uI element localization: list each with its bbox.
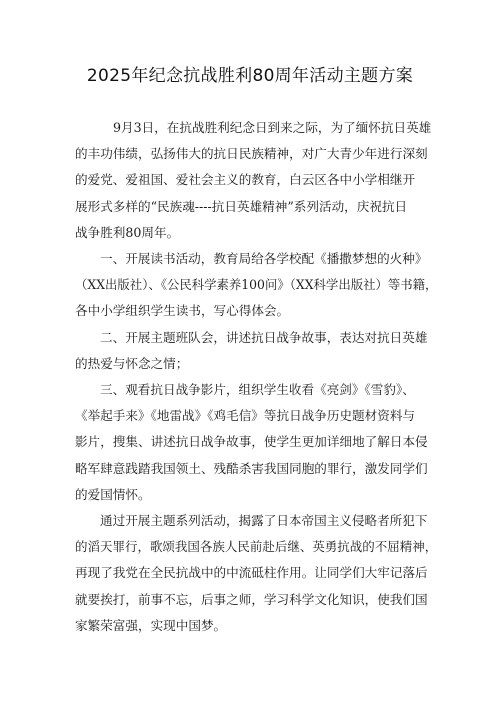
paragraph-film-viewing xyxy=(75,377,437,508)
paragraph-reading-activity xyxy=(75,246,437,325)
text-line: 通过开展主题系列活动，揭露了日本帝国主义侵略者所犯下 xyxy=(100,513,428,529)
text-line: 各中小学组织学生读书，写心得体会。 xyxy=(75,303,290,319)
text-line: 9月3日，在抗战胜利纪念日到来之际，为了缅怀抗日英雄 xyxy=(113,120,432,135)
text-line: 三、观看抗日战争影片，组织学生收看《亮剑》《雪豹》、 xyxy=(100,382,415,398)
text-line: 的滔天罪行，歌颂我国各族人民前赴后继、英勇抗战的不屈精神， xyxy=(75,539,438,555)
text-line: 《举起手来》《地雷战》《鸡毛信》等抗日战争历史题材资料与 xyxy=(75,408,416,424)
text-line: 家繁荣富强，实现中国梦。 xyxy=(75,617,227,633)
paragraph-intro xyxy=(75,115,437,246)
text-line: 就要挨打，前事不忘，后事之师，学习科学文化知识，使我们国 xyxy=(75,591,428,607)
text-line: （XX出版社）、《公民科学素养100问》（XX科学出版社）等书籍， xyxy=(75,277,438,293)
text-line: 的丰功伟绩，弘扬伟大的抗日民族精神，对广大青少年进行深刻 xyxy=(75,146,428,162)
text-line: 二、开展主题班队会，讲述抗日战争故事，表达对抗日英雄 xyxy=(100,329,428,345)
document-body xyxy=(75,115,437,639)
paragraph-class-meeting xyxy=(75,325,437,377)
text-line: 略军肆意践踏我国领土、残酷杀害我国同胞的罪行，激发同学们 xyxy=(75,460,428,476)
text-line: 展形式多样的“民族魂----抗日英雄精神”系列活动，庆祝抗日 xyxy=(75,198,408,214)
text-line: 的爱国情怀。 xyxy=(75,486,151,502)
text-line: 战争胜利80周年。 xyxy=(75,224,180,240)
text-line: 再现了我党在全民抗战中的中流砥柱作用。让同学们大牢记落后 xyxy=(75,565,428,581)
text-line: 的热爱与怀念之情； xyxy=(75,355,189,371)
paragraph-conclusion xyxy=(75,508,437,639)
text-line: 一、开展读书活动，教育局给各学校配《播撒梦想的火种》 xyxy=(100,251,428,267)
page-title: 2025年纪念抗战胜利80周年活动主题方案 xyxy=(86,66,414,86)
text-line: 的爱党、爱祖国、爱社会主义的教育，白云区各中小学相继开 xyxy=(75,172,416,188)
text-line: 影片，搜集、讲述抗日战争故事，使学生更加详细地了解日本侵 xyxy=(75,434,428,450)
